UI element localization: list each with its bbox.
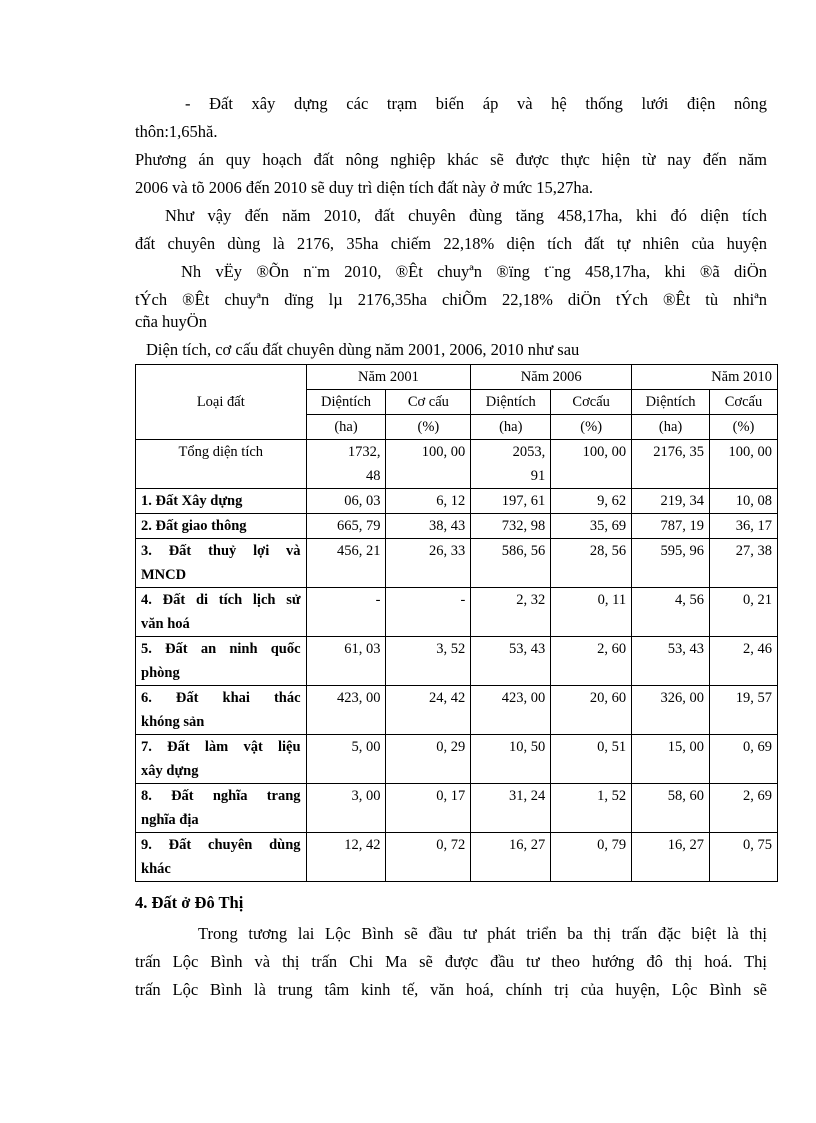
plan-line-2: 2006 và tõ 2006 đến 2010 sẽ duy trì diện tích đất này ở mức 15,27ha.	[135, 178, 594, 197]
cell-area-2010: 53, 43	[632, 637, 710, 686]
row-label: 3. Đất thuỷ lợi và MNCD	[136, 539, 307, 588]
cell-area-2006: 2, 32	[471, 588, 551, 637]
table-row	[136, 588, 778, 637]
row-label: 6. Đất khai thác khóng sản	[136, 686, 307, 735]
cell-area-2006: 16, 27	[471, 833, 551, 882]
cell-struct-2001: 0, 29	[386, 735, 471, 784]
unit-struct-2010: (%)	[710, 415, 778, 440]
total-struct-2006: 100, 00	[551, 440, 632, 489]
cell-area-2006: 53, 43	[471, 637, 551, 686]
cell-struct-2006: 28, 56	[551, 539, 632, 588]
cell-struct-2001: 26, 33	[386, 539, 471, 588]
table-row	[136, 637, 778, 686]
header-struct-2001: Cơ cấu	[386, 390, 471, 415]
section-line-2: trấn Lộc Bình và thị trấn Chi Ma sẽ được đầu tư theo hướng đô thị hoá. Thị	[135, 952, 767, 971]
row-label: 9. Đất chuyên dùng khác	[136, 833, 307, 882]
cell-struct-2001: 6, 12	[386, 489, 471, 514]
table-row	[136, 833, 778, 882]
cell-struct-2001: 0, 72	[386, 833, 471, 882]
row-label: 1. Đất Xây dựng	[136, 489, 307, 514]
cell-struct-2006: 0, 51	[551, 735, 632, 784]
summary-line-1: Như vậy đến năm 2010, đất chuyên đùng tăng 458,17ha, khi đó diện tích	[165, 206, 767, 225]
cell-struct-2001: 24, 42	[386, 686, 471, 735]
unit-struct-2006: (%)	[551, 415, 632, 440]
table-row	[136, 539, 778, 588]
total-struct-2001: 100, 00	[386, 440, 471, 489]
cell-struct-2010: 19, 57	[710, 686, 778, 735]
total-area-2006: 2053, 91	[471, 440, 551, 489]
table-caption: Diện tích, cơ cấu đất chuyên dùng năm 2001, 2006, 2010 như sau	[146, 340, 580, 359]
cell-area-2001: 5, 00	[306, 735, 386, 784]
garbled-line-2: tÝch ®Êt chuyªn dïng lµ 2176,35ha chiÕm 22,18% diÖn tÝch ®Êt tù nhiªn	[135, 290, 767, 309]
section-line-3: trấn Lộc Bình là trung tâm kinh tế, văn hoá, chính trị của huyện, Lộc Bình sẽ	[135, 980, 767, 999]
cell-area-2001: 06, 03	[306, 489, 386, 514]
cell-area-2001: 3, 00	[306, 784, 386, 833]
cell-struct-2010: 2, 69	[710, 784, 778, 833]
unit-struct-2001: (%)	[386, 415, 471, 440]
table-row-total	[136, 440, 778, 489]
cell-area-2006: 586, 56	[471, 539, 551, 588]
cell-struct-2006: 2, 60	[551, 637, 632, 686]
unit-area-2010: (ha)	[632, 415, 710, 440]
row-label: 5. Đất an ninh quốc phòng	[136, 637, 307, 686]
cell-struct-2001: -	[386, 588, 471, 637]
cell-struct-2006: 1, 52	[551, 784, 632, 833]
garbled-line-1: Nh vËy ®Õn n¨m 2010, ®Êt chuyªn ®ïng t¨ng 458,17ha, khi ®ã diÖn	[181, 262, 767, 281]
cell-struct-2010: 2, 46	[710, 637, 778, 686]
cell-struct-2001: 3, 52	[386, 637, 471, 686]
row-label: 2. Đất giao thông	[136, 514, 307, 539]
cell-struct-2010: 0, 21	[710, 588, 778, 637]
row-label: 7. Đất làm vật liệu xây dựng	[136, 735, 307, 784]
header-area-2010: Diệntích	[632, 390, 710, 415]
cell-area-2001: 61, 03	[306, 637, 386, 686]
total-label: Tổng diện tích	[136, 440, 307, 489]
summary-line-2: đất chuyên dùng là 2176, 35ha chiếm 22,18% diện tích đất tự nhiên của huyện	[135, 234, 767, 253]
cell-struct-2006: 0, 79	[551, 833, 632, 882]
section-heading: 4. Đất ở Đô Thị	[135, 893, 244, 912]
table-row	[136, 735, 778, 784]
table-row	[136, 489, 778, 514]
row-label: 8. Đất nghĩa trang nghĩa địa	[136, 784, 307, 833]
table-row	[136, 686, 778, 735]
cell-struct-2010: 10, 08	[710, 489, 778, 514]
cell-area-2010: 326, 00	[632, 686, 710, 735]
table-row	[136, 514, 778, 539]
cell-area-2001: -	[306, 588, 386, 637]
cell-area-2001: 12, 42	[306, 833, 386, 882]
table-header-row-years	[136, 365, 778, 390]
bullet-line-2: thôn:1,65hă.	[135, 122, 218, 141]
cell-area-2001: 423, 00	[306, 686, 386, 735]
row-label: 4. Đất di tích lịch sử văn hoá	[136, 588, 307, 637]
cell-area-2010: 58, 60	[632, 784, 710, 833]
header-area-2001: Diệntích	[306, 390, 386, 415]
cell-area-2010: 219, 34	[632, 489, 710, 514]
cell-area-2010: 15, 00	[632, 735, 710, 784]
section-line-1: Trong tương lai Lộc Bình sẽ đầu tư phát triển ba thị trấn đặc biệt là thị	[198, 924, 767, 943]
header-land-type: Loại đất	[136, 365, 307, 440]
cell-struct-2006: 35, 69	[551, 514, 632, 539]
total-struct-2010: 100, 00	[710, 440, 778, 489]
cell-area-2006: 732, 98	[471, 514, 551, 539]
header-area-2006: Diệntích	[471, 390, 551, 415]
cell-struct-2006: 0, 11	[551, 588, 632, 637]
cell-area-2010: 595, 96	[632, 539, 710, 588]
plan-line-1: Phương án quy hoạch đất nông nghiệp khác sẽ được thực hiện từ nay đến năm	[135, 150, 767, 169]
cell-area-2006: 197, 61	[471, 489, 551, 514]
cell-struct-2010: 27, 38	[710, 539, 778, 588]
header-year-2010: Năm 2010	[632, 365, 778, 390]
unit-area-2001: (ha)	[306, 415, 386, 440]
cell-struct-2010: 0, 75	[710, 833, 778, 882]
table-row	[136, 784, 778, 833]
cell-struct-2006: 20, 60	[551, 686, 632, 735]
unit-area-2006: (ha)	[471, 415, 551, 440]
cell-area-2010: 4, 56	[632, 588, 710, 637]
cell-area-2001: 456, 21	[306, 539, 386, 588]
total-area-2001: 1732, 48	[306, 440, 386, 489]
cell-area-2010: 16, 27	[632, 833, 710, 882]
header-struct-2006: Cơcấu	[551, 390, 632, 415]
total-area-2010: 2176, 35	[632, 440, 710, 489]
cell-struct-2001: 0, 17	[386, 784, 471, 833]
header-year-2006: Năm 2006	[471, 365, 632, 390]
cell-struct-2001: 38, 43	[386, 514, 471, 539]
cell-struct-2010: 36, 17	[710, 514, 778, 539]
cell-struct-2010: 0, 69	[710, 735, 778, 784]
cell-area-2006: 10, 50	[471, 735, 551, 784]
cell-area-2006: 423, 00	[471, 686, 551, 735]
header-year-2001: Năm 2001	[306, 365, 471, 390]
bullet-line-1: - Đất xây dựng các trạm biến áp và hệ thống lưới điện nông	[185, 94, 767, 113]
cell-area-2001: 665, 79	[306, 514, 386, 539]
header-struct-2010: Cơcấu	[710, 390, 778, 415]
land-use-table	[135, 364, 778, 882]
cell-struct-2006: 9, 62	[551, 489, 632, 514]
garbled-line-3: cña huyÖn	[135, 312, 207, 331]
cell-area-2010: 787, 19	[632, 514, 710, 539]
cell-area-2006: 31, 24	[471, 784, 551, 833]
